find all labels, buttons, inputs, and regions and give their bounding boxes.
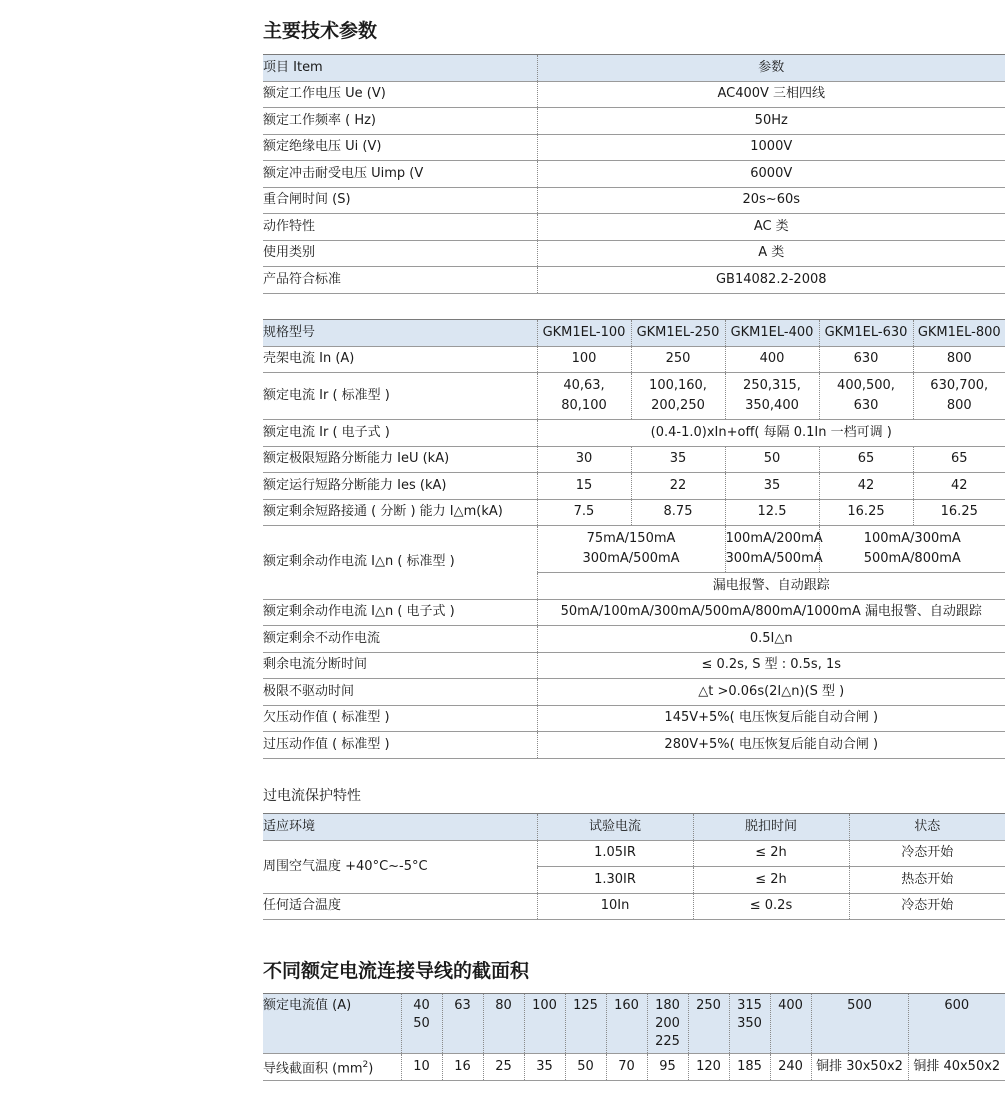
cell: 120 (688, 1054, 729, 1081)
row-label: 额定剩余动作电流 I△n ( 电子式 ) (263, 599, 537, 626)
cell: 热态开始 (849, 867, 1005, 894)
header-item: 项目 Item (263, 55, 537, 82)
header-env: 适应环境 (263, 814, 537, 841)
table-row (263, 526, 1005, 573)
cell: 16 (442, 1054, 483, 1081)
table-row (263, 267, 1005, 294)
row-value: A 类 (537, 240, 1005, 267)
header-gkm-630: GKM1EL-630 (819, 320, 913, 347)
row-label-end: ) (368, 1061, 374, 1077)
table-row (263, 161, 1005, 188)
table-row (263, 346, 1005, 373)
table-row (263, 420, 1005, 447)
table-header-row (263, 814, 1005, 841)
cell: 漏电报警、自动跟踪 (537, 573, 1005, 600)
section-title-main-params: 主要技术参数 (263, 20, 378, 42)
cell: 30 (537, 446, 631, 473)
section-title-overcurrent: 过电流保护特性 (263, 788, 361, 804)
cell: 22 (631, 473, 725, 500)
row-label: 额定绝缘电压 Ui (V) (263, 134, 537, 161)
cell: 0.5I△n (537, 626, 1005, 653)
header-gkm-400: GKM1EL-400 (725, 320, 819, 347)
cell: 280V+5%( 电压恢复后能自动合闸 ) (537, 732, 1005, 759)
cell: 冷态开始 (849, 840, 1005, 867)
cell: 50 (565, 1054, 606, 1081)
row-label-sup: 2 (362, 1059, 369, 1070)
row-value: 50Hz (537, 108, 1005, 135)
cell: 400 (770, 994, 811, 1054)
row-label: 额定运行短路分断能力 Ies (kA) (263, 473, 537, 500)
table-row (263, 840, 1005, 867)
table-row (263, 446, 1005, 473)
cell: 10In (537, 893, 693, 920)
row-label: 产品符合标准 (263, 267, 537, 294)
header-gkm-100: GKM1EL-100 (537, 320, 631, 347)
header-model: 规格型号 (263, 320, 537, 347)
header-gkm-800: GKM1EL-800 (913, 320, 1005, 347)
cell: 250,315, 350,400 (725, 373, 819, 420)
row-label: 任何适合温度 (263, 893, 537, 920)
cell: 15 (537, 473, 631, 500)
cell: 80 (483, 994, 524, 1054)
table-row (263, 134, 1005, 161)
cell: 40 50 (401, 994, 442, 1054)
cell: 25 (483, 1054, 524, 1081)
cell: 16.25 (913, 499, 1005, 526)
cell: 100mA/300mA 500mA/800mA (819, 526, 1005, 573)
row-label: 使用类别 (263, 240, 537, 267)
cell: 160 (606, 994, 647, 1054)
row-value: 6000V (537, 161, 1005, 188)
table-row (263, 108, 1005, 135)
row-label: 额定冲击耐受电压 Uimp (V (263, 161, 537, 188)
spec-table (263, 319, 1005, 759)
cell: ≤ 0.2s (693, 893, 849, 920)
table-row (263, 626, 1005, 653)
cell: ≤ 2h (693, 867, 849, 894)
table-header-row (263, 55, 1005, 82)
row-value: AC400V 三相四线 (537, 81, 1005, 108)
cell: 63 (442, 994, 483, 1054)
table-row (263, 473, 1005, 500)
cell: 145V+5%( 电压恢复后能自动合闸 ) (537, 705, 1005, 732)
cell: 35 (631, 446, 725, 473)
row-label: 额定电流值 (A) (263, 994, 401, 1054)
table-row (263, 240, 1005, 267)
cell: 400,500, 630 (819, 373, 913, 420)
cell: 100 (537, 346, 631, 373)
cell: 1.05IR (537, 840, 693, 867)
cell: 125 (565, 994, 606, 1054)
cell: 50mA/100mA/300mA/500mA/800mA/1000mA 漏电报警、自动跟踪 (537, 599, 1005, 626)
cell: 600 (908, 994, 1005, 1054)
row-label: 重合闸时间 (S) (263, 187, 537, 214)
header-test-current: 试验电流 (537, 814, 693, 841)
cell: 630 (819, 346, 913, 373)
table-row (263, 187, 1005, 214)
row-label: 动作特性 (263, 214, 537, 241)
cell: 铜排 30x50x2 (811, 1054, 908, 1081)
row-label: 额定工作电压 Ue (V) (263, 81, 537, 108)
table-row (263, 679, 1005, 706)
row-label: 额定工作频率 ( Hz) (263, 108, 537, 135)
cell: 8.75 (631, 499, 725, 526)
cell: 35 (524, 1054, 565, 1081)
cell: 240 (770, 1054, 811, 1081)
table-row (263, 81, 1005, 108)
row-value: 20s~60s (537, 187, 1005, 214)
cell: 冷态开始 (849, 893, 1005, 920)
row-label: 过压动作值 ( 标准型 ) (263, 732, 537, 759)
row-label: 额定剩余短路接通 ( 分断 ) 能力 I△m(kA) (263, 499, 537, 526)
table-row (263, 893, 1005, 920)
cell: 315 350 (729, 994, 770, 1054)
cell: (0.4-1.0)xIn+off( 每隔 0.1In 一档可调 ) (537, 420, 1005, 447)
row-label: 额定电流 Ir ( 标准型 ) (263, 373, 537, 420)
overcurrent-table (263, 813, 1005, 920)
row-label: 剩余电流分断时间 (263, 652, 537, 679)
cell: ≤ 0.2s, S 型 : 0.5s, 1s (537, 652, 1005, 679)
cell: 65 (819, 446, 913, 473)
row-label: 周围空气温度 +40°C~-5°C (263, 840, 537, 893)
cell: 100,160, 200,250 (631, 373, 725, 420)
cell: 185 (729, 1054, 770, 1081)
table-header-row (263, 994, 1005, 1054)
header-param: 参数 (537, 55, 1005, 82)
row-label (263, 1054, 401, 1081)
header-state: 状态 (849, 814, 1005, 841)
main-params-table (263, 54, 1005, 294)
cell: 12.5 (725, 499, 819, 526)
row-value: 1000V (537, 134, 1005, 161)
cell: 800 (913, 346, 1005, 373)
cell: 70 (606, 1054, 647, 1081)
cell: 16.25 (819, 499, 913, 526)
cell: 180 200 225 (647, 994, 688, 1054)
cell: 100mA/200mA 300mA/500mA (725, 526, 819, 573)
cell: ≤ 2h (693, 840, 849, 867)
table-row (263, 705, 1005, 732)
cell: 250 (688, 994, 729, 1054)
header-trip-time: 脱扣时间 (693, 814, 849, 841)
cell: 630,700, 800 (913, 373, 1005, 420)
table-row (263, 652, 1005, 679)
cell: 42 (913, 473, 1005, 500)
row-value: GB14082.2-2008 (537, 267, 1005, 294)
row-label-text: 导线截面积 (mm (263, 1061, 363, 1077)
row-label: 欠压动作值 ( 标准型 ) (263, 705, 537, 732)
table-header-row (263, 320, 1005, 347)
cell: △t >0.06s(2I△n)(S 型 ) (537, 679, 1005, 706)
section-title-wire-cross-section: 不同额定电流连接导线的截面积 (263, 960, 530, 982)
cell: 100 (524, 994, 565, 1054)
table-row (263, 499, 1005, 526)
row-value: AC 类 (537, 214, 1005, 241)
cell: 35 (725, 473, 819, 500)
table-row (263, 214, 1005, 241)
table-row (263, 599, 1005, 626)
header-gkm-250: GKM1EL-250 (631, 320, 725, 347)
row-label: 壳架电流 In (A) (263, 346, 537, 373)
cell: 42 (819, 473, 913, 500)
row-label: 极限不驱动时间 (263, 679, 537, 706)
cell: 65 (913, 446, 1005, 473)
cell: 400 (725, 346, 819, 373)
row-label: 额定剩余不动作电流 (263, 626, 537, 653)
cell: 50 (725, 446, 819, 473)
cell: 95 (647, 1054, 688, 1081)
row-label: 额定极限短路分断能力 IeU (kA) (263, 446, 537, 473)
wire-cross-section-table (263, 993, 1005, 1081)
table-row (263, 373, 1005, 420)
cell: 40,63, 80,100 (537, 373, 631, 420)
row-label: 额定电流 Ir ( 电子式 ) (263, 420, 537, 447)
cell: 500 (811, 994, 908, 1054)
table-row (263, 732, 1005, 759)
table-row (263, 1054, 1005, 1081)
cell: 75mA/150mA 300mA/500mA (537, 526, 725, 573)
cell: 1.30IR (537, 867, 693, 894)
cell: 250 (631, 346, 725, 373)
cell: 7.5 (537, 499, 631, 526)
cell: 10 (401, 1054, 442, 1081)
row-label: 额定剩余动作电流 I△n ( 标准型 ) (263, 526, 537, 600)
cell: 铜排 40x50x2 (908, 1054, 1005, 1081)
